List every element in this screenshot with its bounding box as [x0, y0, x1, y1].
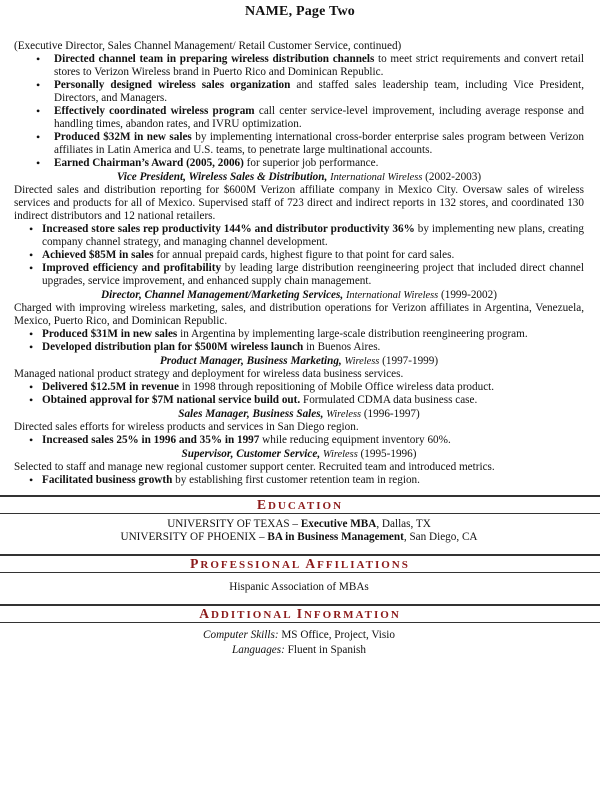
role-heading: Supervisor, Customer Service, Wireless (1995-1996): [181, 448, 417, 460]
role-bullet-list: [14, 434, 584, 447]
exec-bullet-list: [14, 53, 584, 170]
role-bullet-list: [14, 328, 584, 354]
role-heading: Sales Manager, Business Sales, Wireless (1996-1997): [178, 408, 420, 420]
page-header: NAME, Page Two: [245, 4, 355, 19]
role-bullet-list: [14, 474, 584, 487]
role-description: Directed sales efforts for wireless products and services in San Diego region.: [14, 421, 359, 433]
role-description: Selected to staff and manage new regional customer support center. Recruited team and introduced metrics.: [14, 461, 495, 473]
list-item: • Personally designed wireless sales organization and staffed sales leadership team, including Vice President, Directors, and Managers.: [14, 79, 584, 105]
list-item: • Earned Chairman’s Award (2005, 2006) for superior job performance.: [14, 157, 584, 170]
affiliations-section: [0, 554, 600, 594]
continuation-note: (Executive Director, Sales Channel Management/ Retail Customer Service, continued): [14, 40, 402, 52]
role-description: Charged with improving wireless marketing, sales, and distribution operations for Verizon affiliates in Argentina, Venezuela, Mexico, Puerto Rico, and Dominican Republic.: [14, 302, 584, 327]
list-item: • Improved efficiency and profitability by leading large distribution reengineering project that included direct channel upgrades, service improvement, and enhanced supply chain management.: [14, 262, 584, 288]
section-heading-additional: ADDITIONAL INFORMATION: [199, 606, 401, 621]
section-divider: [0, 622, 600, 623]
list-item: • Achieved $85M in sales for annual prepaid cards, highest figure to that point for card sales.: [14, 249, 584, 262]
section-heading-education: EDUCATION: [256, 497, 344, 512]
list-item: • Developed distribution plan for $500M wireless launch in Buenos Aires.: [14, 341, 584, 354]
education-line: UNIVERSITY OF PHOENIX – BA in Business Management, San Diego, CA: [120, 531, 478, 543]
role-heading: Product Manager, Business Marketing, Wireless (1997-1999): [159, 355, 439, 367]
role-description: Directed sales and distribution reporting for $600M Verizon affiliate company in Mexico City. Oversaw sales of wireless services and products for all of Mexico. Supervised staff of 723 direct and indirect reports in 132 stores, and coordinated 130 indirect distributors and 12 national retailers.: [14, 184, 584, 222]
role-heading: Vice President, Wireless Sales & Distribution, International Wireless (2002-2003): [116, 171, 482, 183]
list-item: • Facilitated business growth by establishing first customer retention team in region.: [14, 474, 584, 487]
list-item: • Increased store sales rep productivity 144% and distributor productivity 36% by implementing new plans, creating company channel strategy, and managing channel development.: [14, 223, 584, 249]
additional-section: [0, 604, 600, 657]
list-item: • Delivered $12.5M in revenue in 1998 through repositioning of Mobile Office wireless data product.: [14, 381, 584, 394]
education-section: [0, 495, 600, 544]
role-bullet-list: [14, 223, 584, 288]
list-item: • Produced $31M in new sales in Argentina by implementing large-scale distribution reengineering program.: [14, 328, 584, 341]
role-heading: Director, Channel Management/Marketing Services, International Wireless (1999-2002): [101, 289, 497, 301]
list-item: • Produced $32M in new sales by implementing international cross-border enterprise sales program between Verizon affiliates in Latin America and U.S. teams, to penetrate large multinational accounts.: [14, 131, 584, 157]
affiliation-line: Hispanic Association of MBAs: [229, 581, 369, 593]
resume-body: [0, 40, 600, 487]
role-description: Managed national product strategy and deployment for wireless data business services.: [14, 368, 404, 380]
list-item: • Effectively coordinated wireless program call center service-level improvement, including average response and handling times, abandon rates, and IVRU optimization.: [14, 105, 584, 131]
section-heading-affiliations: PROFESSIONAL AFFILIATIONS: [190, 556, 410, 571]
role-bullet-list: [14, 381, 584, 407]
section-divider: [0, 572, 600, 573]
languages-line: Languages: Fluent in Spanish: [232, 644, 366, 656]
section-divider: [0, 513, 600, 514]
education-line: UNIVERSITY OF TEXAS – Executive MBA, Dallas, TX: [167, 518, 431, 530]
computer-skills-line: Computer Skills: MS Office, Project, Visio: [203, 629, 395, 641]
list-item: • Increased sales 25% in 1996 and 35% in 1997 while reducing equipment inventory 60%.: [14, 434, 584, 447]
list-item: • Directed channel team in preparing wireless distribution channels to meet strict requirements and convert retail stores to Verizon Wireless brand in Puerto Rico and Dominican Republic.: [14, 53, 584, 79]
list-item: • Obtained approval for $7M national service build out. Formulated CDMA data business case.: [14, 394, 584, 407]
